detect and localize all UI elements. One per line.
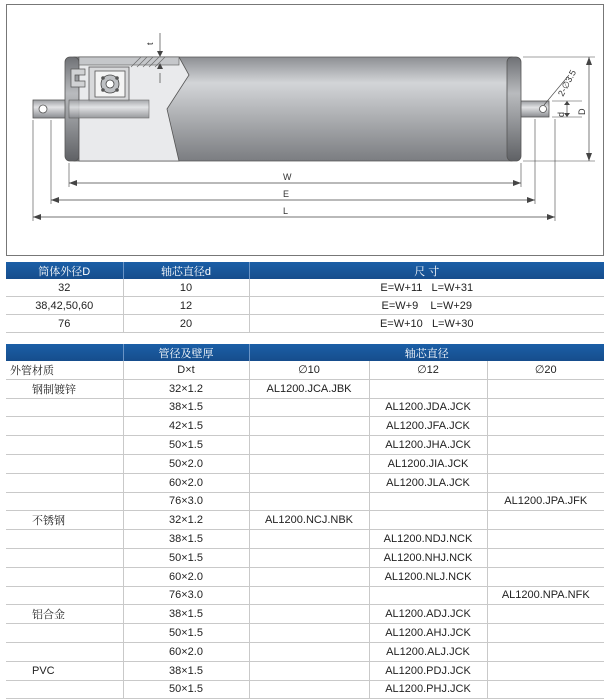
material-cell xyxy=(6,548,123,567)
header-tube-size: 管径及壁厚 xyxy=(123,344,249,361)
cell: 38,42,50,60 xyxy=(6,297,123,315)
subheader-d12: ∅12 xyxy=(369,361,487,379)
material-cell xyxy=(6,492,123,511)
table-row xyxy=(6,680,604,699)
size-cell: 38×1.5 xyxy=(123,605,249,624)
d-label: d xyxy=(556,111,566,117)
part-number-cell xyxy=(487,567,604,586)
header-size: 尺 寸 xyxy=(249,262,604,279)
part-number-cell xyxy=(487,661,604,680)
table-row xyxy=(6,417,604,436)
table-row xyxy=(6,548,604,567)
dimension-table xyxy=(6,262,604,333)
header-tube-diameter: 筒体外径D xyxy=(6,262,123,279)
material-cell xyxy=(6,530,123,549)
cell: 12 xyxy=(123,297,249,315)
material-cell xyxy=(6,680,123,699)
e-label: E xyxy=(283,189,290,199)
part-number-cell xyxy=(487,436,604,455)
size-cell: 38×1.5 xyxy=(123,398,249,417)
part-number-cell: AL1200.JDA.JCK xyxy=(369,398,487,417)
table-row xyxy=(6,642,604,661)
material-cell: PVC xyxy=(6,661,123,680)
size-cell: 50×1.5 xyxy=(123,624,249,643)
part-number-cell: AL1200.NPA.NFK xyxy=(487,586,604,605)
part-number-cell xyxy=(249,680,369,699)
part-number-cell xyxy=(249,436,369,455)
material-cell xyxy=(6,567,123,586)
material-cell xyxy=(6,398,123,417)
part-number-cell xyxy=(249,586,369,605)
size-cell: 50×1.5 xyxy=(123,680,249,699)
dimension-table-header xyxy=(6,262,604,279)
cell: 20 xyxy=(123,315,249,333)
table-row xyxy=(6,436,604,455)
part-table-subheader xyxy=(6,361,604,379)
material-cell xyxy=(6,436,123,455)
roller-drawing xyxy=(6,4,604,256)
part-number-cell: AL1200.JCA.JBK xyxy=(249,379,369,398)
table-row xyxy=(6,454,604,473)
part-number-cell xyxy=(249,473,369,492)
table-row xyxy=(6,586,604,605)
part-number-cell xyxy=(487,511,604,530)
part-number-cell: AL1200.JHA.JCK xyxy=(369,436,487,455)
part-number-cell: AL1200.JPA.JFK xyxy=(487,492,604,511)
cell: 32 xyxy=(6,279,123,297)
part-number-cell xyxy=(249,624,369,643)
material-cell xyxy=(6,642,123,661)
table-row xyxy=(6,567,604,586)
part-number-cell xyxy=(369,511,487,530)
table-row xyxy=(6,379,604,398)
cell: E=W+11 L=W+31 xyxy=(249,279,604,297)
material-cell xyxy=(6,586,123,605)
table-row xyxy=(6,473,604,492)
part-number-cell xyxy=(249,567,369,586)
table-row xyxy=(6,315,604,333)
part-number-cell: AL1200.JLA.JCK xyxy=(369,473,487,492)
part-number-cell xyxy=(487,530,604,549)
part-number-cell: AL1200.JIA.JCK xyxy=(369,454,487,473)
part-number-cell xyxy=(249,398,369,417)
table-row xyxy=(6,492,604,511)
part-number-cell xyxy=(249,605,369,624)
part-number-cell xyxy=(249,642,369,661)
part-number-cell xyxy=(369,586,487,605)
part-number-cell xyxy=(249,417,369,436)
w-label: W xyxy=(283,172,292,182)
material-cell xyxy=(6,624,123,643)
material-cell: 铝合金 xyxy=(6,605,123,624)
roller-diagram xyxy=(7,5,605,257)
size-cell: 42×1.5 xyxy=(123,417,249,436)
size-cell: 50×2.0 xyxy=(123,454,249,473)
l-label: L xyxy=(283,206,289,216)
material-cell xyxy=(6,417,123,436)
part-number-cell xyxy=(369,379,487,398)
part-table-header xyxy=(6,344,604,361)
part-number-cell xyxy=(487,624,604,643)
part-number-cell xyxy=(487,398,604,417)
material-cell xyxy=(6,454,123,473)
part-number-cell xyxy=(249,492,369,511)
subheader-material: 外管材质 xyxy=(6,361,123,379)
table-row xyxy=(6,511,604,530)
cell: 10 xyxy=(123,279,249,297)
size-cell: 38×1.5 xyxy=(123,530,249,549)
size-cell: 76×3.0 xyxy=(123,586,249,605)
right-end-cap xyxy=(507,57,521,161)
table-row xyxy=(6,605,604,624)
part-number-cell: AL1200.ALJ.JCK xyxy=(369,642,487,661)
part-number-cell: AL1200.PDJ.JCK xyxy=(369,661,487,680)
table-row xyxy=(6,297,604,315)
cell: E=W+9 L=W+29 xyxy=(249,297,604,315)
size-cell: 60×2.0 xyxy=(123,473,249,492)
material-cell xyxy=(6,473,123,492)
part-number-cell xyxy=(487,605,604,624)
part-number-cell xyxy=(487,379,604,398)
table-row xyxy=(6,661,604,680)
big-d-label: D xyxy=(577,108,587,115)
header-blank xyxy=(6,344,123,361)
part-number-cell: AL1200.JFA.JCK xyxy=(369,417,487,436)
left-shaft xyxy=(33,100,69,118)
part-number-cell xyxy=(487,548,604,567)
part-number-cell xyxy=(249,661,369,680)
part-number-cell xyxy=(487,642,604,661)
table-row xyxy=(6,624,604,643)
size-cell: 32×1.2 xyxy=(123,379,249,398)
table-row xyxy=(6,398,604,417)
part-number-cell xyxy=(487,454,604,473)
table-row xyxy=(6,279,604,297)
size-cell: 76×3.0 xyxy=(123,492,249,511)
part-number-cell xyxy=(487,417,604,436)
part-number-cell: AL1200.NLJ.NCK xyxy=(369,567,487,586)
part-number-cell xyxy=(249,530,369,549)
part-number-cell xyxy=(369,492,487,511)
subheader-dxt: D×t xyxy=(123,361,249,379)
size-cell: 60×2.0 xyxy=(123,642,249,661)
part-number-cell: AL1200.NCJ.NBK xyxy=(249,511,369,530)
part-number-table xyxy=(6,344,604,699)
material-cell: 钢制镀锌 xyxy=(6,379,123,398)
part-number-cell: AL1200.AHJ.JCK xyxy=(369,624,487,643)
part-number-cell xyxy=(487,680,604,699)
size-cell: 50×1.5 xyxy=(123,548,249,567)
size-cell: 32×1.2 xyxy=(123,511,249,530)
size-cell: 60×2.0 xyxy=(123,567,249,586)
cell: E=W+10 L=W+30 xyxy=(249,315,604,333)
part-number-cell xyxy=(249,548,369,567)
part-number-cell xyxy=(487,473,604,492)
material-cell: 不锈钢 xyxy=(6,511,123,530)
part-number-cell: AL1200.ADJ.JCK xyxy=(369,605,487,624)
part-number-cell: AL1200.PHJ.JCK xyxy=(369,680,487,699)
part-number-cell: AL1200.NHJ.NCK xyxy=(369,548,487,567)
header-shaft-diameter: 轴芯直径d xyxy=(123,262,249,279)
t-label: t xyxy=(145,42,155,45)
part-number-cell: AL1200.NDJ.NCK xyxy=(369,530,487,549)
size-cell: 38×1.5 xyxy=(123,661,249,680)
size-cell: 50×1.5 xyxy=(123,436,249,455)
part-number-cell xyxy=(249,454,369,473)
header-shaft-diameter: 轴芯直径 xyxy=(249,344,604,361)
cell: 76 xyxy=(6,315,123,333)
chamfer-label: 2-∅3.5 xyxy=(555,68,579,98)
subheader-d10: ∅10 xyxy=(249,361,369,379)
subheader-d20: ∅20 xyxy=(487,361,604,379)
table-row xyxy=(6,530,604,549)
